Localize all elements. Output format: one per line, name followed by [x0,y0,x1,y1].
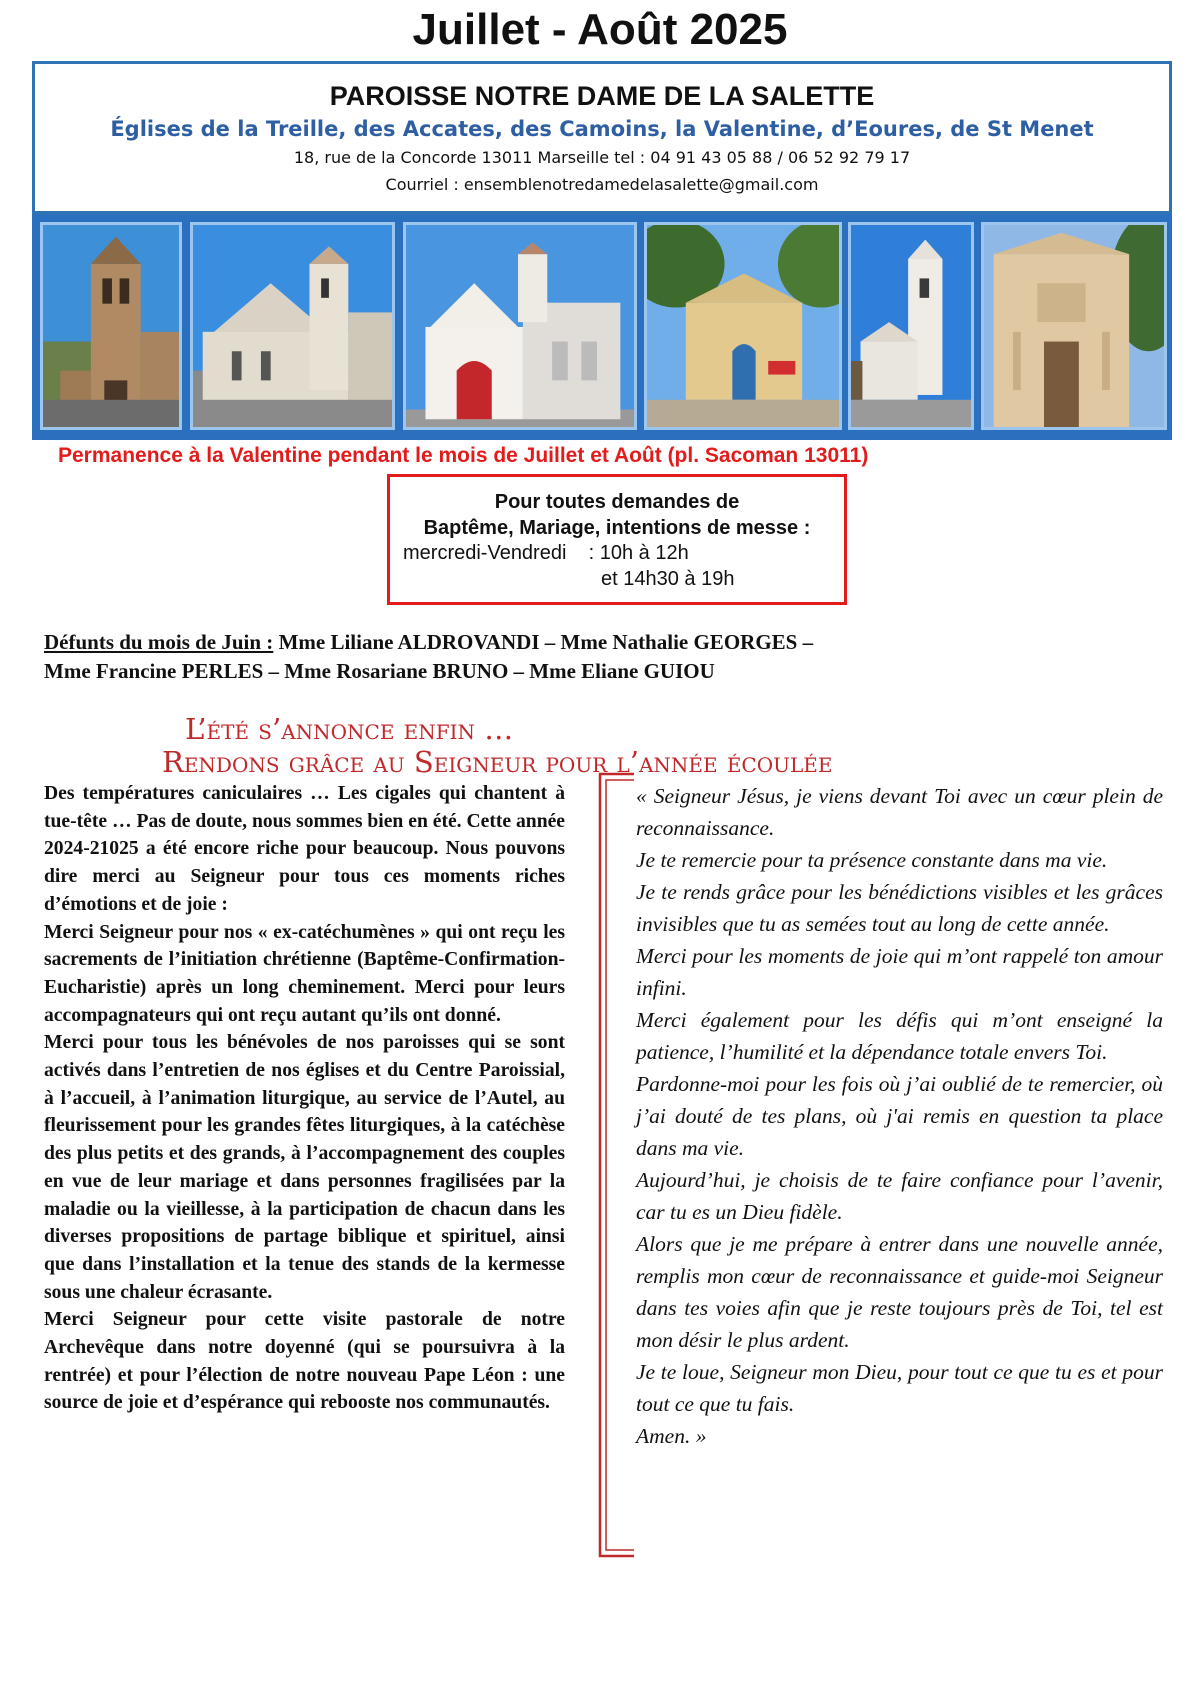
article-paragraph: Merci Seigneur pour nos « ex-catéchumènes » qui ont reçu les sacrements de l’initiation chrétienne (Baptême-Confirmation-Eucharistie) après un long cheminement. Merci pour leurs accompagnateurs qui ont reçu autant qu’ils ont donné. [44,921,565,1026]
prayer-line: Merci pour les moments de joie qui m’ont rappelé ton amour infini. [636,944,1163,1000]
chapel-photo [848,222,974,430]
church-red-door-photo [403,222,637,430]
prayer-line: Amen. » [636,1424,707,1448]
info-hours-morning: mercredi-Vendredi : 10h à 12h [403,542,689,564]
bulletin-title: Juillet - Août 2025 [412,5,788,54]
deceased-label: Défunts du mois de Juin : [44,630,274,654]
parish-header-box [32,61,1172,214]
deceased-names-line2: Mme Francine PERLES – Mme Rosariane BRUNO – Mme Eliane GUIOU [44,659,715,683]
section-title-line1: L’été s’annonce enfin … [185,712,514,746]
article-paragraph: Des températures caniculaires … Les cigales qui chantent à tue-tête … Pas de doute, nous sommes bien en été. Cette année 2024-21025 a été encore riche pour beaucoup. Nous pouvons dire merci au Seigneur pour tous ces moments riches d’émotions et de joie : [44,783,565,915]
permanence-notice: Permanence à la Valentine pendant le mois de Juillet et Août (pl. Sacoman 13011) [58,444,869,467]
parish-email: Courriel : ensemblenotredamedelasalette@gmail.com [385,175,819,194]
prayer-line: Alors que je me prépare à entrer dans une nouvelle année, remplis mon cœur de reconnaissance et guide-moi Seigneur dans tes voies afin que je reste toujours près de Toi, tel est mon désir le plus ardent. [636,1232,1163,1352]
prayer-line: Je te remercie pour ta présence constante dans ma vie. [636,848,1108,872]
prayer-line: Je te rends grâce pour les bénédictions visibles et les grâces invisibles que tu as semées tout au long de cette année. [636,880,1163,936]
parish-name: PAROISSE NOTRE DAME DE LA SALETTE [329,81,875,111]
church-facade-photo [981,222,1167,430]
church-tower-photo [40,222,182,430]
prayer-line: Pardonne-moi pour les fois où j’ai oublié de te remercier, où j’ai douté de tes plans, où j'ai remis en question ta place dans ma vie. [636,1072,1163,1160]
requests-info-box [387,474,847,605]
prayer-line: Je te loue, Seigneur mon Dieu, pour tout ce que tu es et pour tout ce que tu fais. [636,1360,1163,1416]
article-paragraph: Merci pour tous les bénévoles de nos paroisses qui se sont activés dans l’entretien de nos églises et du Centre Paroissial, à l’accueil, à l’animation liturgique, au service de l’Autel, au fleurissement pour les grandes fêtes liturgiques, à la catéchèse des plus petits et des grands, à l’accompagnement des couples en vue de leur mariage et dans personnes fragilisées par la maladie ou la vieillesse, à la participation de chacun dans les diverses propositions de partage biblique et spirituel, ainsi que dans l’installation et la tenue des stands de la kermesse sous une chaleur écrasante. [44,1032,565,1303]
info-hours-afternoon: et 14h30 à 19h [601,568,735,590]
deceased-names-line1: Mme Liliane ALDROVANDI – Mme Nathalie GEORGES – [273,630,814,654]
church-photo-strip [32,214,1172,440]
section-title-line2: Rendons grâce au Seigneur pour l’année écoulée [162,745,833,779]
parish-address: 18, rue de la Concorde 13011 Marseille tel : 04 91 43 05 88 / 06 52 92 79 17 [293,148,911,167]
church-square-photo [644,222,842,430]
prayer-text [636,780,1163,1452]
churches-list: Églises de la Treille, des Accates, des Camoins, la Valentine, d’Eoures, de St Menet [110,117,1094,141]
info-request-types: Baptême, Mariage, intentions de messe : [423,517,811,539]
decorative-bracket [594,770,638,1560]
prayer-line: Aujourd’hui, je choisis de te faire confiance pour l’avenir, car tu es un Dieu fidèle. [636,1168,1163,1224]
prayer-line: « Seigneur Jésus, je viens devant Toi avec un cœur plein de reconnaissance. [636,784,1163,840]
info-heading: Pour toutes demandes de [494,491,740,513]
church-photo [190,222,395,430]
deceased-list [44,628,944,686]
article-text [44,780,565,1417]
prayer-line: Merci également pour les défis qui m’ont enseigné la patience, l’humilité et la dépendance totale envers Toi. [636,1008,1163,1064]
article-paragraph: Merci Seigneur pour cette visite pastorale de notre Archevêque dans notre doyenné (qui se poursuivra à la rentrée) et pour l’élection de notre nouveau Pape Léon : une source de joie et d’espérance qui rebooste nos communautés. [44,1309,565,1414]
